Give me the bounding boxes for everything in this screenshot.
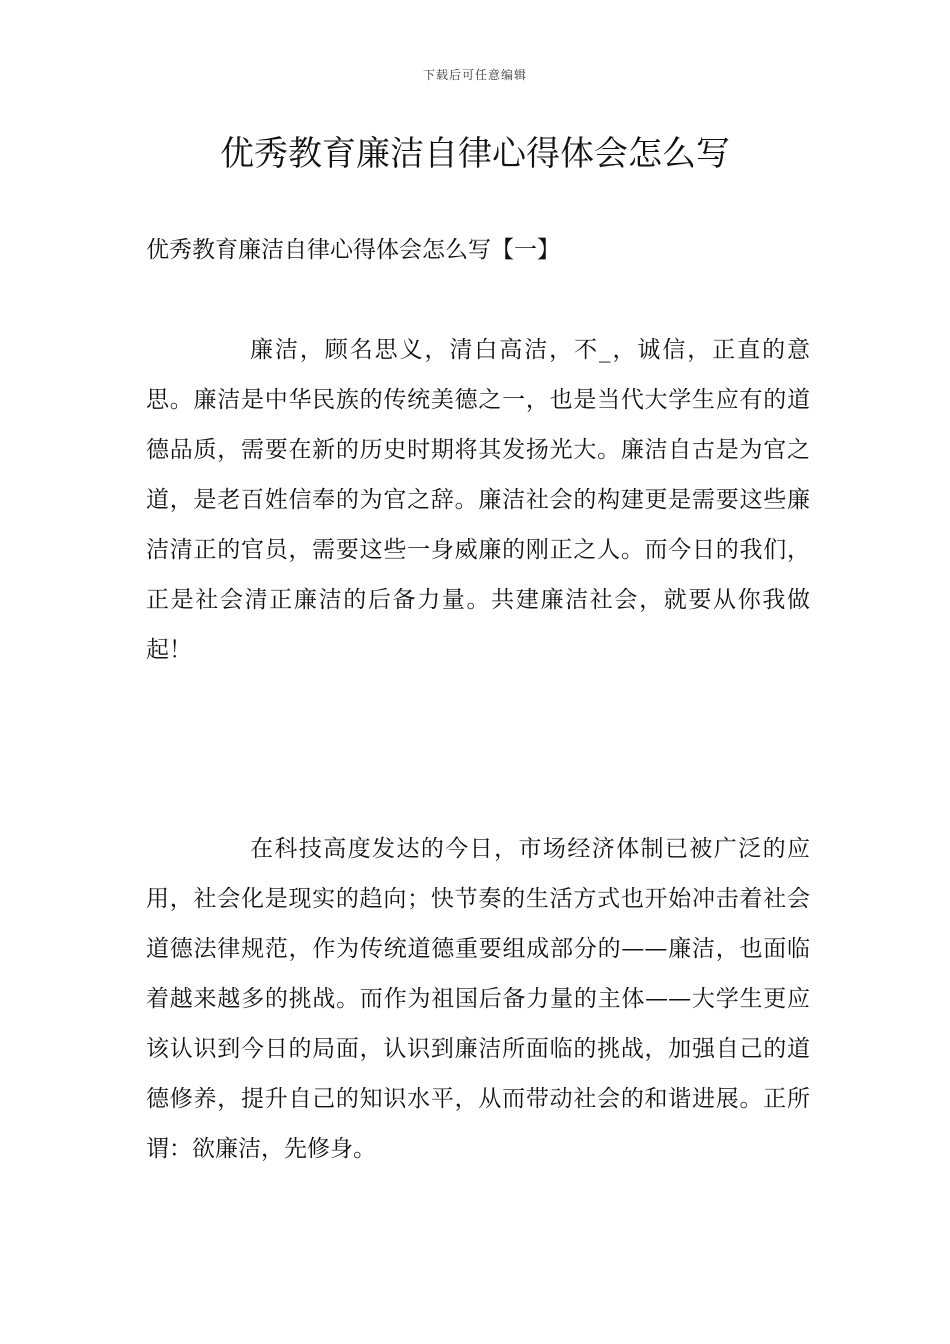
- header-note: 下载后可任意编辑: [422, 68, 527, 82]
- paragraph-1: 廉洁，顾名思义，清白高洁，不_，诚信，正直的意思。廉洁是中华民族的传统美德之一，也是当代大学生应有的道德品质，需要在新的历史时期将其发扬光大。廉洁自古是为官之道，是老百姓信奉的为官之辞。廉洁社会的构建更是需要这些廉洁清正的官员，需要这些一身威廉的刚正之人。而今日的我们，正是社会清正廉洁的后备力量。共建廉洁社会，就要从你我做起！: [146, 337, 810, 663]
- paragraph-2: 在科技高度发达的今日，市场经济体制已被广泛的应用，社会化是现实的趋向；快节奏的生活方式也开始冲击着社会道德法律规范，作为传统道德重要组成部分的——廉洁，也面临着越来越多的挑战。而作为祖国后备力量的主体——大学生更应该认识到今日的局面，认识到廉洁所面临的挑战，加强自己的道德修养，提升自己的知识水平，从而带动社会的和谐进展。正所谓：欲廉洁，先修身。: [146, 836, 810, 1162]
- section-heading: 优秀教育廉洁自律心得体会怎么写【一】: [146, 237, 560, 263]
- document-title: 优秀教育廉洁自律心得体会怎么写: [220, 134, 730, 174]
